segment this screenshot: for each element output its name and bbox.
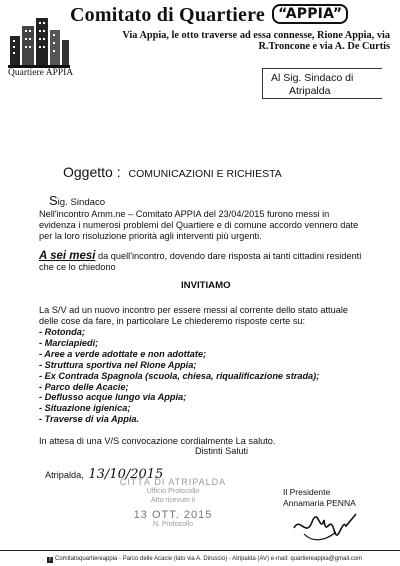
list-item: - Aree a verde adottate e non adottate; — [39, 348, 207, 359]
footer-text: Comitatoquartiereappia - Parco delle Acacie (lato via A. Diruscio) - Atripalda (AV) e-mail: quartiereappia@gmail.com — [55, 556, 363, 562]
closing-line: In attesa di una V/S convocazione cordialmente La saluto. — [39, 436, 276, 446]
organization-name: Comitato di Quartiere — [70, 4, 265, 26]
page-footer — [47, 556, 362, 563]
list-item: - Struttura sportiva nel Rione Appia; — [39, 359, 197, 370]
stamp-sub: Atto ricevuto il — [151, 497, 195, 504]
signature-icon — [290, 508, 360, 544]
body-paragraph-1: Nell'incontro Amm.ne – Comitato APPIA del 23/04/2015 furono messi in evidenza i numerosi problemi del Quartiere e di comune accordo vennero date per la loro risoluzione priorità agli interventi più urgenti. — [39, 209, 359, 241]
salutation — [49, 193, 105, 208]
salutation-rest: ig. Sindaco — [57, 197, 106, 208]
request-list — [39, 327, 369, 425]
stamp-office: Ufficio Protocollo — [146, 488, 200, 495]
list-item: - Parco delle Acacie; — [39, 381, 129, 392]
handwritten-date: 13/10/2015 — [88, 467, 164, 482]
list-item: - Rotonda; — [39, 327, 85, 337]
list-item: - Marciapiedi; — [39, 337, 99, 348]
body-paragraph-2 — [39, 251, 364, 273]
subject-line — [63, 164, 282, 180]
addressee-line-1: Al Sig. Sindaco di — [271, 72, 354, 84]
organization-address: Via Appia, le otto traverse ad essa connesse, Rione Appia, via R.Troncone e via A. De Curtis — [122, 30, 390, 52]
paragraph-2-rest: da quell'incontro, dovendo dare risposta ai tanti cittadini residenti che ce lo chiedono — [39, 251, 362, 272]
brand-badge: “APPIA” — [272, 4, 348, 24]
signer-title: Il Presidente — [283, 487, 331, 497]
stamp-note: N. Protocollo — [152, 521, 194, 528]
subject-label: Oggetto : — [63, 164, 121, 180]
signer-block — [283, 487, 356, 508]
addressee-box — [262, 68, 382, 99]
quarter-logo-icon — [8, 12, 70, 68]
stamp-org: CITTÀ DI ATRIPALDA — [119, 477, 227, 487]
facebook-icon: f — [47, 557, 53, 563]
salutation-initial: S — [49, 193, 58, 208]
subject-text: COMUNICAZIONI E RICHIESTA — [128, 168, 282, 180]
body-paragraph-3: La S/V ad un nuovo incontro per essere messi al corrente dello stato attuale delle cose da fare, in particolare Le chiederemo risposte certe su: — [39, 305, 348, 326]
list-item: - Deflusso acque lungo via Appia; — [39, 392, 187, 403]
stamp-date: 13 OTT. 2015 — [133, 509, 213, 521]
place: Atripalda, — [45, 470, 84, 480]
paragraph-2-lead: A sei mesi — [39, 250, 96, 262]
protocol-stamp — [118, 478, 228, 546]
addressee-line-2: Atripalda — [289, 85, 331, 97]
organization-title — [70, 4, 348, 27]
list-item: - Ex Contrada Spagnola (scuola, chiesa, riqualificazione strada); — [39, 370, 320, 381]
footer-divider — [0, 550, 400, 551]
invitiamo-heading: INVITIAMO — [181, 280, 231, 291]
signer-name: Annamaria PENNA — [283, 497, 356, 508]
regards: Distinti Saluti — [195, 446, 249, 456]
list-item: - Traverse di via Appia. — [39, 414, 140, 425]
list-item: - Situazione igienica; — [39, 403, 131, 414]
logo-caption: Quartiere APPIA — [8, 68, 74, 78]
